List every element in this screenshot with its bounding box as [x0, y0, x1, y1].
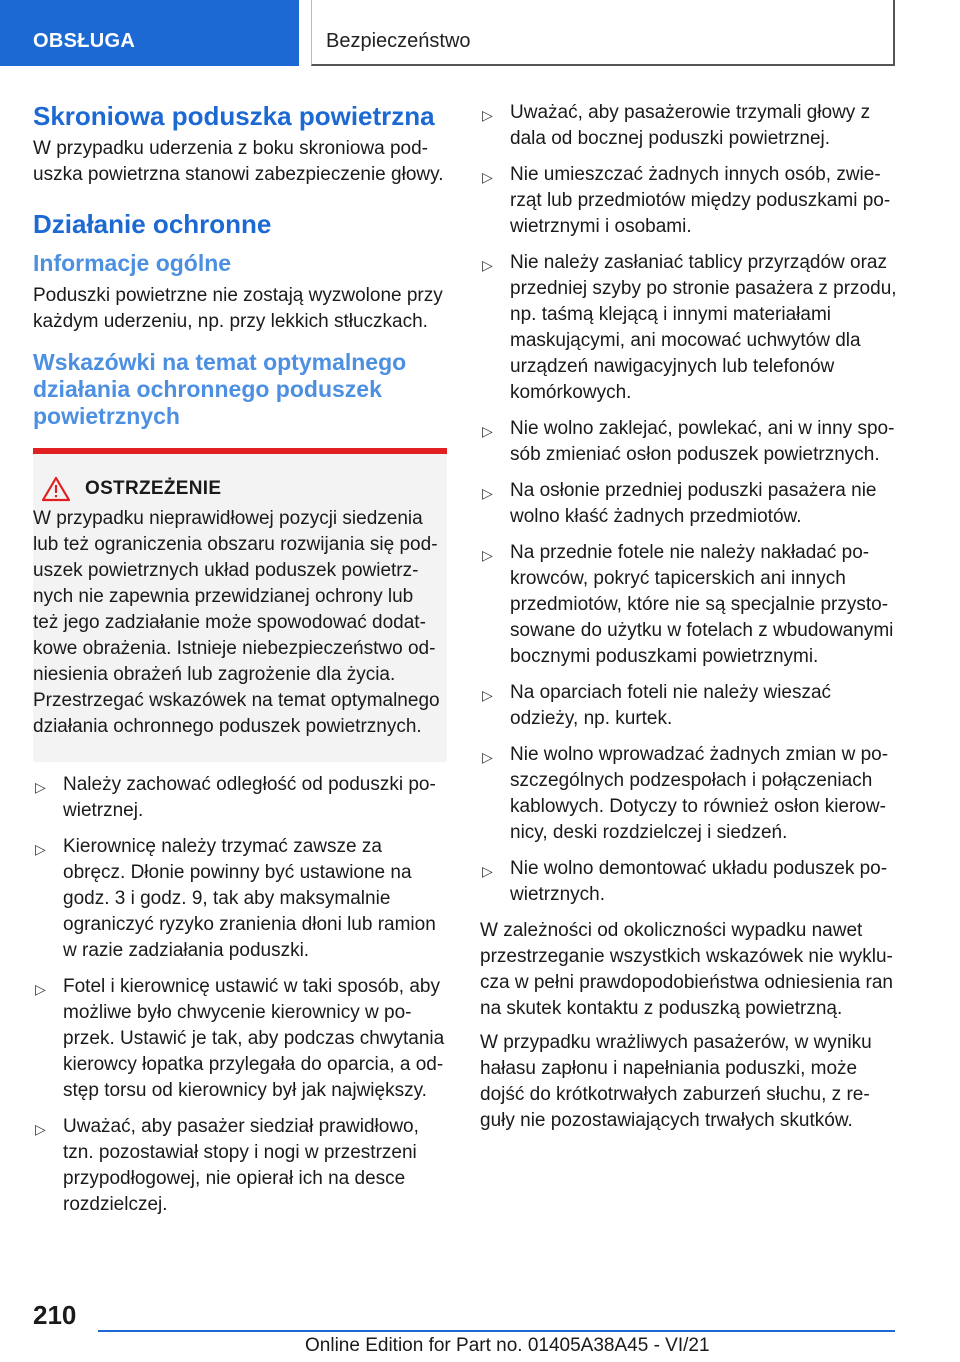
list-item: ▷ Uważać, aby pasażerowie trzymali głowy z dala od bocznej poduszki powietrznej.: [482, 102, 871, 149]
triangle-bullet-icon: ▷: [482, 107, 493, 123]
list-item: ▷ Nie należy zasłaniać tablicy przyrządów oraz przedniej szyby po stronie pasażera z przodu, np. taśmą klejącą i innymi materiałami maskującymi, ani mocować uchwytów dla urządzeń nawigacyjnych lub telefonów komórkowych.: [482, 252, 897, 403]
triangle-bullet-icon: ▷: [35, 841, 46, 857]
triangle-bullet-icon: ▷: [482, 687, 493, 703]
intro-text: W przypadku uderzenia z boku skroniowa poduszka powietrzna stanowi zabezpieczenie głowy.: [33, 138, 444, 185]
note-paragraph-1: W zależności od okoliczności wypadku nawet przestrzeganie wszystkich wskazówek nie wyklucza w pełni prawdopodobieństwa odniesienia ran na skutek kontaktu z poduszką powietrzną.: [480, 920, 893, 1019]
list-item: ▷ Fotel i kierownicę ustawić w taki sposób, aby możliwe było chwycenie kierownicy w poprzek. Ustawić je tak, aby podczas chwytania kierowcy łopatka przylegała do oparcia, a odstęp torsu od kierownicy był jak największy.: [35, 976, 445, 1101]
page-number: 210: [33, 1300, 77, 1330]
list-item: ▷ Nie wolno wprowadzać żadnych zmian w poszczególnych podzespołach i połączeniach kablowych. Dotyczy to również osłon kierownicy, deski rozdzielczej i siedzeń.: [482, 744, 889, 843]
triangle-bullet-icon: ▷: [482, 423, 493, 439]
triangle-bullet-icon: ▷: [482, 485, 493, 501]
edition-text: Online Edition for Part no. 01405A38A45 - VI/21: [305, 1335, 710, 1356]
warning-header: [33, 476, 447, 502]
page-title: Skroniowa poduszka powietrzna: [33, 101, 435, 131]
triangle-bullet-icon: ▷: [482, 547, 493, 563]
warning-label: OSTRZEŻENIE: [85, 478, 222, 499]
triangle-bullet-icon: ▷: [482, 169, 493, 185]
list-item: ▷ Na oparciach foteli nie należy wieszać odzieży, np. kurtek.: [482, 682, 832, 729]
list-item: ▷ Kierownicę należy trzymać zawsze za obręcz. Dłonie powinny być ustawione na godz. 3 i godz. 9, tak aby maksymalnie ograniczyć ryzyko zranienia dłoni lub ramion w razie zadziałania poduszki.: [35, 836, 436, 961]
list-item: ▷ Na przednie fotele nie należy nakładać pokrowców, pokryć tapicerskich ani innych przedmiotów, które nie są specjalnie przystosowane do użytku w fotelach z wbudowanymi bocznymi poduszkami powietrznymi.: [482, 542, 894, 667]
warning-triangle-icon: [41, 476, 71, 502]
note-paragraph-2: W przypadku wrażliwych pasażerów, w wyniku hałasu zapłonu i napełniania poduszki, może dojść do krótkotrwałych zaburzeń słuchu, z reguły nie pozostawiających trwałych skutków.: [480, 1032, 872, 1131]
chapter-tab: OBSŁUGA: [0, 0, 299, 66]
list-item: ▷ Uważać, aby pasażer siedział prawidłowo, tzn. pozostawiał stopy i nogi w przestrzeni przypodłogowej, nie opierał ich na desce rozdzielczej.: [35, 1116, 419, 1215]
warning-text: W przypadku nieprawidłowej pozycji siedzenia lub też ograniczenia obszaru rozwijania się poduszek powietrznych układ poduszek powietrznych nie zapewnia przewidzianej ochrony lub też jego zadziałanie może spowodować dodatkowe obrażenia. Istnieje niebezpieczeństwo odniesienia obrażeń lub zagrożenie dla życia. Przestrzegać wskazówek na temat optymalnego działania ochronnego poduszek powietrznych.: [33, 508, 440, 737]
general-text: Poduszki powietrzne nie zostają wyzwolone przy każdym uderzeniu, np. przy lekkich stłuczkach.: [33, 285, 443, 332]
section-title: Bezpieczeństwo: [311, 0, 895, 66]
heading-protection: Działanie ochronne: [33, 209, 272, 239]
triangle-bullet-icon: ▷: [482, 257, 493, 273]
list-item: ▷ Nie wolno demontować układu poduszek powietrznych.: [482, 858, 888, 905]
heading-tips: Wskazówki na temat optymalnego działania ochronnego poduszek powietrznych: [33, 349, 407, 429]
triangle-bullet-icon: ▷: [35, 981, 46, 997]
right-bullet-list: [480, 100, 898, 908]
page-header: [0, 0, 960, 66]
list-item: ▷ Nie umieszczać żadnych innych osób, zwierząt lub przedmiotów między poduszkami powietrznymi i osobami.: [482, 164, 891, 237]
list-item: ▷ Na osłonie przedniej poduszki pasażera nie wolno kłaść żadnych przedmiotów.: [482, 480, 877, 527]
triangle-bullet-icon: ▷: [482, 863, 493, 879]
list-item: ▷ Należy zachować odległość od poduszki powietrznej.: [35, 774, 436, 821]
triangle-bullet-icon: ▷: [482, 749, 493, 765]
right-column: [480, 100, 898, 1142]
triangle-bullet-icon: ▷: [35, 1121, 46, 1137]
footer-divider: [98, 1330, 895, 1332]
left-bullet-list: [33, 772, 447, 1218]
heading-general: Informacje ogólne: [33, 250, 232, 276]
left-column: [33, 100, 447, 1228]
triangle-bullet-icon: ▷: [35, 779, 46, 795]
list-item: ▷ Nie wolno zaklejać, powlekać, ani w inny sposób zmieniać osłon poduszek powietrznych.: [482, 418, 895, 465]
warning-box: [33, 448, 447, 762]
